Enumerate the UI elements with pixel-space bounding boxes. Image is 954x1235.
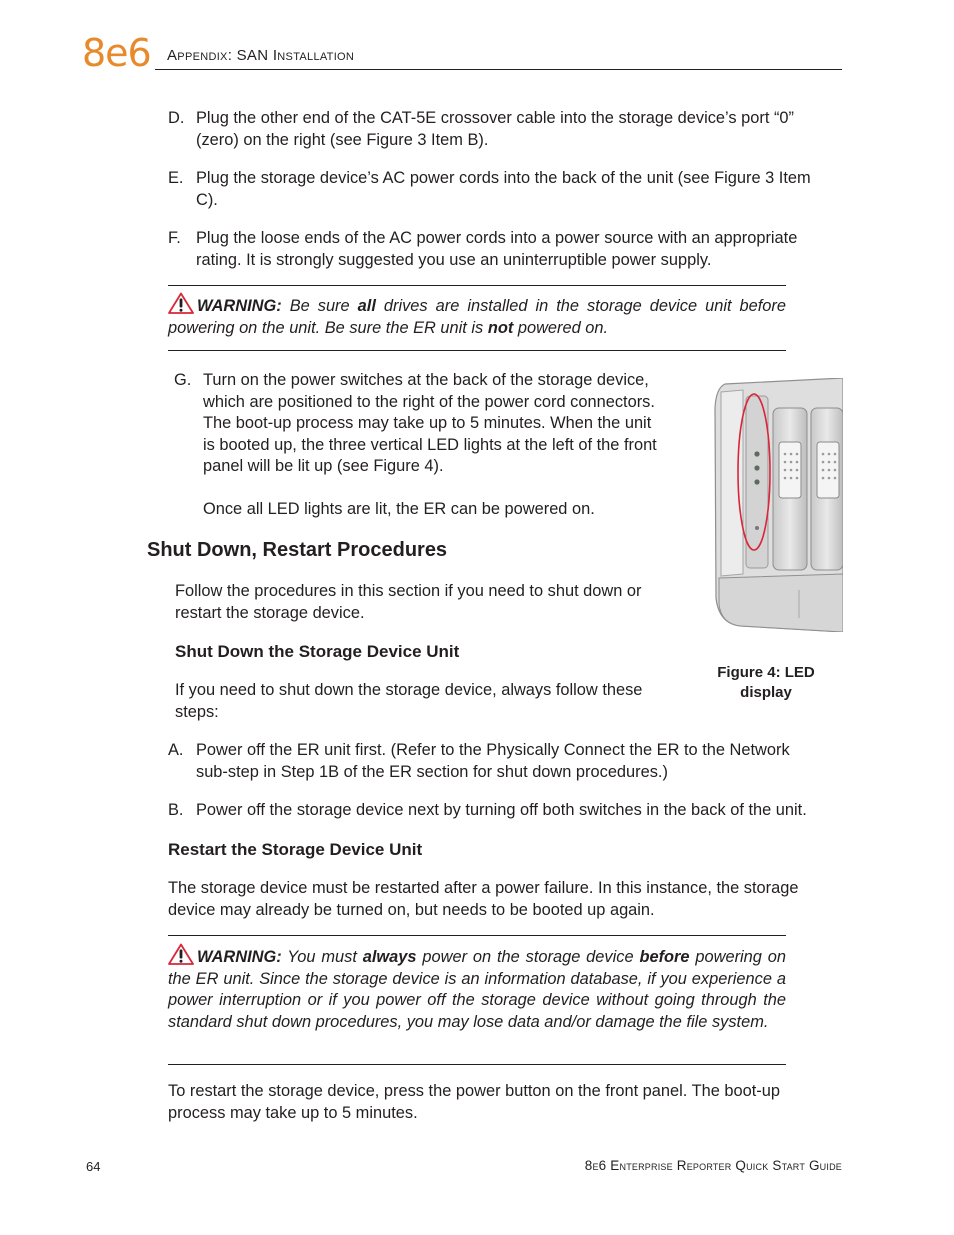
figure-caption-line: Figure 4: LED: [717, 664, 815, 681]
header-title: Appendix: SAN Installation: [167, 47, 355, 64]
para-line: device may already be turned on, but needs to be booted up again.: [168, 900, 655, 919]
para-line: steps:: [175, 702, 219, 721]
step-line: Power off the ER unit first. (Refer to the Physically Connect the ER to the Network: [196, 741, 790, 759]
para-line: restart the storage device.: [175, 603, 365, 622]
step-text: [196, 800, 807, 822]
step-line: rating. It is strongly suggested you use an uninterruptible power supply.: [196, 250, 712, 269]
step-text: [196, 228, 797, 271]
warning-emphasis: always: [362, 948, 417, 966]
restart-closing: [168, 1081, 780, 1124]
shutdown-intro: [175, 680, 642, 723]
step-letter: G.: [174, 371, 192, 389]
step-line: Plug the loose ends of the AC power cords into a power source with an appropriate: [196, 229, 798, 247]
shutdown-heading: Shut Down the Storage Device Unit: [175, 642, 460, 661]
warning-text: Be sure: [281, 297, 358, 315]
step-letter: E.: [168, 169, 184, 187]
step-line: sub-step in Step 1B of the ER section for shut down procedures.): [196, 762, 668, 781]
warning-box-1: [168, 292, 786, 339]
para-line: To restart the storage device, press the power button on the front panel. The boot-up: [168, 1082, 780, 1100]
step-letter: D.: [168, 109, 185, 127]
step-line: C).: [196, 190, 218, 209]
figure-caption: [698, 663, 834, 703]
warning-triangle-icon: [168, 292, 194, 314]
step-letter: F.: [168, 229, 181, 247]
warning-text: drives are installed in the storage device unit before powering on the unit. Be sure the ER unit is: [168, 297, 786, 337]
step-line: panel will be lit up (see Figure 4).: [203, 457, 444, 475]
section-heading: Shut Down, Restart Procedures: [147, 539, 448, 561]
page-number: 64: [86, 1159, 101, 1174]
header-rule: [155, 69, 842, 70]
warning-box-2: [168, 943, 786, 1033]
step-note: Once all LED lights are lit, the ER can be powered on.: [203, 499, 595, 518]
led-display-figure: [713, 378, 843, 632]
shutdown-step-a: [168, 740, 848, 784]
para-line: The storage device must be restarted after a power failure. In this instance, the storage: [168, 879, 799, 897]
section-intro: [175, 581, 642, 624]
para-line: Follow the procedures in this section if you need to shut down or: [175, 582, 642, 600]
step-g: [174, 370, 694, 520]
step-line: Plug the storage device’s AC power cords into the back of the unit (see Figure 3 Item: [196, 169, 811, 187]
step-line: Power off the storage device next by turning off both switches in the back of the unit.: [196, 801, 807, 819]
step-text: [196, 108, 794, 151]
step-text: [196, 740, 790, 783]
warning-rule-top: [168, 935, 786, 936]
restart-intro: [168, 878, 798, 921]
warning-text: power on the storage device: [416, 948, 640, 966]
step-letter: B.: [168, 801, 184, 819]
step-e: [168, 168, 848, 212]
step-letter: A.: [168, 741, 184, 759]
para-line: If you need to shut down the storage device, always follow these: [175, 681, 643, 699]
step-f: [168, 228, 848, 272]
warning-emphasis: not: [487, 318, 514, 337]
warning-text: You must: [281, 948, 363, 966]
step-line: Plug the other end of the CAT-5E crossover cable into the storage device’s port “0”: [196, 109, 794, 127]
warning-text: powered on.: [513, 318, 609, 337]
para-line: process may take up to 5 minutes.: [168, 1103, 418, 1122]
guide-title: 8e6 Enterprise Reporter Quick Start Guide: [584, 1158, 842, 1173]
warning-label: WARNING:: [197, 948, 282, 966]
warning-rule-bottom: [168, 1064, 786, 1065]
figure-caption-line: display: [740, 684, 792, 701]
warning-rule-top: [168, 285, 786, 286]
step-text: [203, 370, 657, 520]
warning-label: WARNING:: [197, 297, 282, 315]
warning-triangle-icon: [168, 943, 194, 965]
restart-heading: Restart the Storage Device Unit: [168, 840, 423, 859]
step-line: is booted up, the three vertical LED lights at the left of the front: [203, 435, 657, 454]
step-text: [196, 168, 811, 211]
step-d: [168, 108, 848, 152]
step-line: The boot-up process may take up to 5 minutes. When the unit: [203, 414, 652, 432]
warning-emphasis: before: [639, 948, 690, 966]
shutdown-step-b: [168, 800, 848, 822]
warning-text: powering on the ER unit. Since the storage device is an information database, if you experience a power interruption or if you power off the storage device without going through the standard shut down procedures, you may lose data and/or damage the file system.: [168, 948, 787, 1031]
step-line: which are positioned to the right of the power cord connectors.: [203, 392, 655, 411]
warning-rule-bottom: [168, 350, 786, 351]
logo-8e6: 8e6: [82, 31, 151, 75]
step-line: Turn on the power switches at the back of the storage device,: [203, 371, 649, 389]
step-line: (zero) on the right (see Figure 3 Item B).: [196, 130, 489, 149]
warning-emphasis: all: [357, 297, 376, 315]
